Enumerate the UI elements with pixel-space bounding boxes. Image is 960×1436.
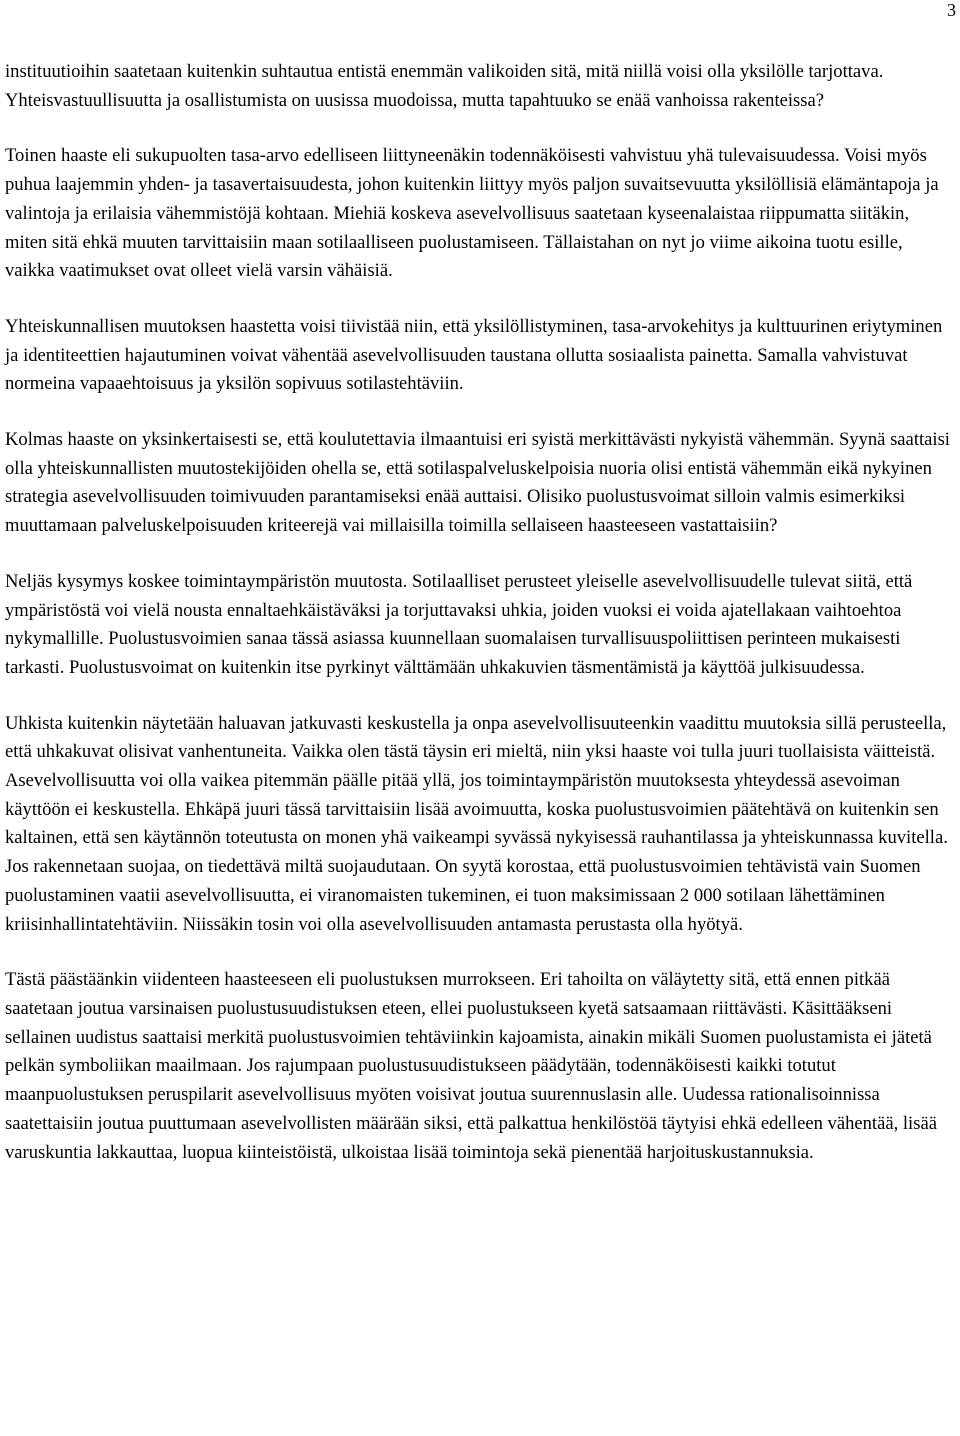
paragraph-5: Neljäs kysymys koskee toimintaympäristön muutosta. Sotilaalliset perusteet yleiselle asevelvollisuudelle tulevat siitä, että ympäristöstä voi vielä nousta ennaltaehkäistäväksi ja torjuttavaksi uhkia, joiden vuoksi ei voida ajatellakaan vaihtoehtoa nykymallille. Puolustusvoimien sanaa tässä asiassa kuunnellaan suomalaisen turvallisuuspoliittisen perinteen mukaisesti tarkasti. Puolustusvoimat on kuitenkin itse pyrkinyt välttämään uhkakuvien täsmentämistä ja käyttöä julkisuudessa. — [5, 570, 913, 678]
paragraph-2-body: tulevaisuudessa. Voisi myös puhua laajemmin yhden- ja tasavertaisuudesta, johon kuitenkin liittyy myös paljon suvaitsevuutta yksilöllisiä elämäntapoja ja valintoja ja erilaisia vähemmistöjä kohtaan. Miehiä koskeva asevelvollisuus saatetaan kyseenalaistaa riippumatta siitäkin, miten sitä ehkä muuten tarvittaisiin maan sotilaalliseen puolustamiseen. Tällaistahan on nyt jo viime aikoina tuotu esille, vaikka vaatimukset ovat olleet vielä varsin vähäisiä. — [5, 145, 939, 282]
paragraph-2 — [5, 142, 952, 286]
paragraph-1: instituutioihin saatetaan kuitenkin suhtautua entistä enemmän valikoiden sitä, mitä niillä voisi olla yksilölle tarjottava. Yhteisvastuullisuutta ja osallistumista on uusissa muodoissa, mutta tapahtuuko se enää vanhoissa rakenteissa? — [5, 61, 884, 111]
page-number: 3 — [947, 0, 956, 20]
paragraph-3: Yhteiskunnallisen muutoksen haastetta voisi tiivistää niin, että yksilöllistyminen, tasa-arvokehitys ja kulttuurinen eriytyminen ja identiteettien hajautuminen voivat vähentää asevelvollisuuden taustana ollutta sosiaalista painetta. Samalla vahvistuvat normeina vapaaehtoisuus ja yksilön sopivuus sotilastehtäviin. — [5, 315, 943, 395]
paragraph-7: Tästä päästäänkin viidenteen haasteeseen eli puolustuksen murrokseen. Eri tahoilta on väläytetty sitä, että ennen pitkää saatetaan joutua varsinaisen puolustusuudistuksen eteen, ellei puolustukseen kyetä satsaamaan riittävästi. Käsittääkseni sellainen uudistus saattaisi merkitä puolustusvoimien tehtäviinkin kajoamista, ainakin mikäli Suomen puolustamista ei jätetä pelkän symboliikan maailmaan. Jos rajumpaan puolustusuudistukseen päädytään, todennäköisesti kaikki totutut maanpuolustuksen peruspilarit asevelvollisuus myöten voisivat joutua suurennuslasin alle. Uudessa rationalisoinnissa saatettaisiin joutua puuttumaan asevelvollisten määrään siksi, että palkattua henkilöstöä täytyisi ehkä edelleen vähentää, lisää varuskuntia lakkauttaa, luopua kiinteistöistä, ulkoistaa lisää toimintoja sekä pienentää harjoituskustannuksia. — [5, 969, 937, 1163]
paragraph-4: Kolmas haaste on yksinkertaisesti se, että koulutettavia ilmaantuisi eri syistä merkittävästi nykyistä vähemmän. Syynä saattaisi olla yhteiskunnallisten muutostekijöiden ohella se, että sotilaspalveluskelpoisia nuoria olisi entistä vähemmän eikä nykyinen strategia asevelvollisuuden toimivuuden parantamiseksi enää auttaisi. Olisiko puolustusvoimat silloin valmis esimerkiksi muuttamaan palveluskelpoisuuden kriteerejä vai millaisilla toimilla sellaiseen haasteeseen vastattaisiin? — [5, 429, 950, 537]
paragraph-6: Uhkista kuitenkin näytetään haluavan jatkuvasti keskustella ja onpa asevelvollisuuteenkin vaadittu muutoksia sillä perusteella, että uhkakuvat olisivat vanhentuneita. Vaikka olen tästä täysin eri mieltä, niin yksi haaste voi tulla juuri tuollaisista väitteistä. Asevelvollisuutta voi olla vaikea pitemmän päälle pitää yllä, jos toimintaympäristön muutoksesta yhteydessä asevoiman käyttöön ei keskustella. Ehkäpä juuri tässä tarvittaisiin lisää avoimuutta, koska puolustusvoimien päätehtävä on kuitenkin sen kaltainen, että sen käytännön toteutusta on monen yhä vaikeampi syvässä nykyisessä rauhantilassa ja yhteiskunnassa kuvitella. Jos rakennetaan suojaa, on tiedettävä miltä suojaudutaan. On syytä korostaa, että puolustusvoimien tehtävistä vain Suomen puolustaminen vaatii asevelvollisuutta, ei viranomaisten tukeminen, ei tuon maksimissaan 2 000 sotilaan lähettäminen kriisinhallintatehtäviin. Niissäkin tosin voi olla asevelvollisuuden antamasta perustasta olla hyötyä. — [5, 712, 948, 935]
paragraph-2-first-line: Toinen haaste eli sukupuolten tasa-arvo edelliseen liittyneenäkin todennäköisesti vahvistuu yhä — [5, 145, 714, 167]
